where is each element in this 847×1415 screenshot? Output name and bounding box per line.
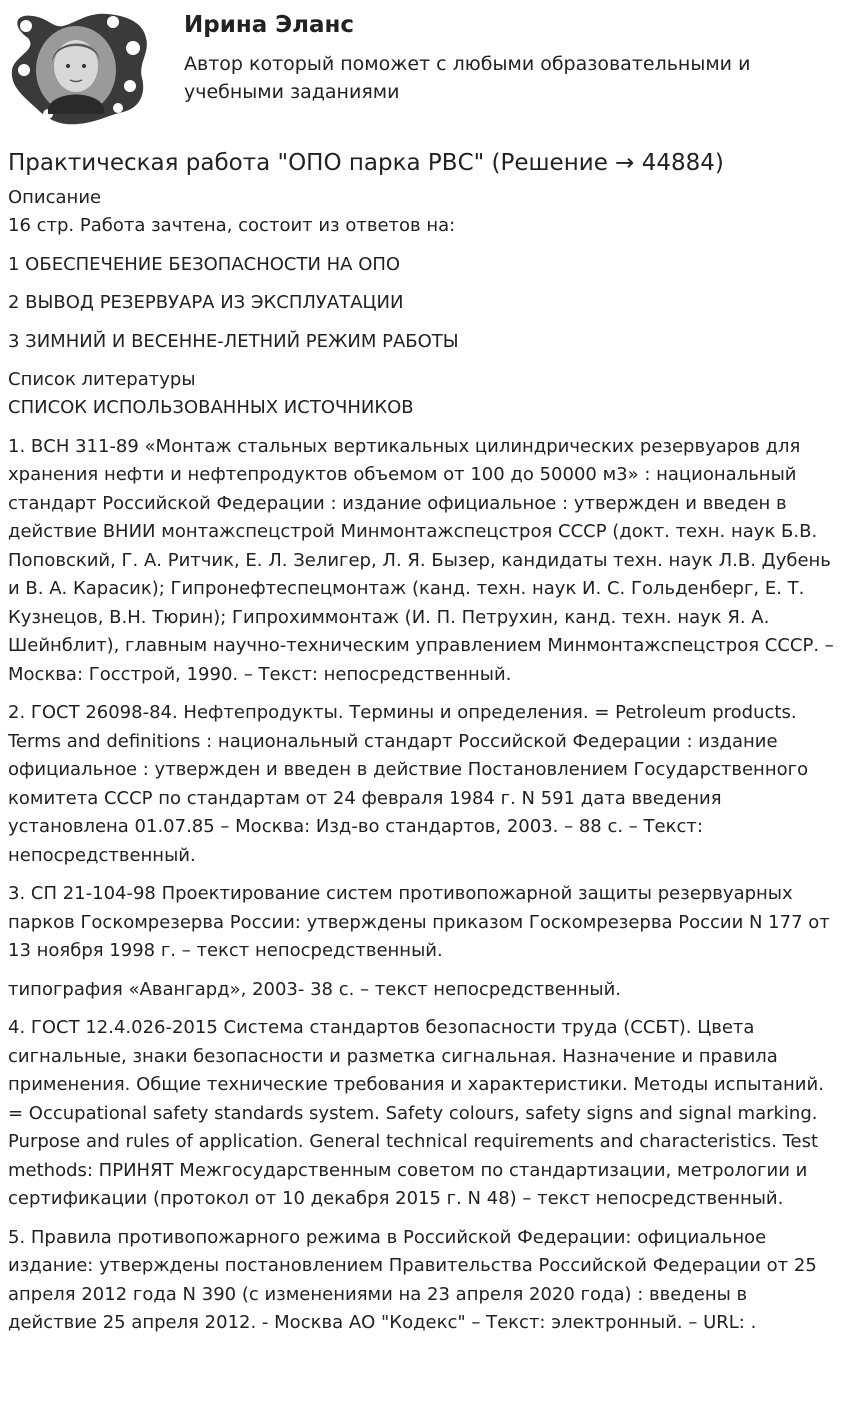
description-text: 16 стр. Работа зачтена, состоит из ответов на:	[8, 215, 456, 236]
literature-label: Список литературы	[8, 369, 196, 390]
work-title: Практическая работа "ОПО парка РВС" (Решение → 44884)	[8, 150, 724, 176]
section-item: 1 ОБЕСПЕЧЕНИЕ БЕЗОПАСНОСТИ НА ОПО	[8, 253, 401, 275]
reference-item: 3. СП 21-104-98 Проектирование систем противопожарной защиты резервуарных парков Госкомрезерва России: утверждены приказом Госкомрезерва России N 177 от 13 ноября 1998 г. – текст непосредственный.	[8, 883, 830, 961]
section-item: 3 ЗИМНИЙ И ВЕСЕННЕ-ЛЕТНИЙ РЕЖИМ РАБОТЫ	[8, 330, 459, 352]
section-item: 2 ВЫВОД РЕЗЕРВУАРА ИЗ ЭКСПЛУАТАЦИИ	[8, 292, 404, 313]
author-name: Ирина Эланс	[184, 12, 355, 38]
work-content	[8, 146, 840, 1338]
reference-item: 2. ГОСТ 26098-84. Нефтепродукты. Термины и определения. = Petroleum products. Terms and definitions : национальный стандарт Российской Федерации : издание официальное : утвержден и введен в действие Постановлением Государственного комитета СССР по стандартам от 24 февраля 1984 г. N 591 дата введения установлена 01.07.85 – Москва: Изд-во стандартов, 2003. – 88 с. – Текст: непосредственный.	[8, 702, 809, 866]
reference-item: 1. ВСН 311-89 «Монтаж стальных вертикальных цилиндрических резервуаров для хранения нефти и нефтепродуктов объемом от 100 до 50000 м3» : национальный стандарт Российской Федерации : издание официальное : утвержден и введен в действие ВНИИ монтажспецстрой Минмонтажспецстроя СССР (докт. техн. наук Б.В. Поповский, Г. А. Ритчик, Е. Л. Зелигер, Л. Я. Бызер, кандидаты техн. наук Л.В. Дубень и В. А. Карасик); Гипронефтеспецмонтаж (канд. техн. наук И. С. Гольденберг, Е. Т. Кузнецов, В.Н. Тюрин); Гипрохиммонтаж (И. П. Петрухин, канд. техн. наук Я. А. Шейнблит), главным научно-техническим управлением Минмонтажспецстроя СССР. – Москва: Госстрой, 1990. – Текст: непосредственный.	[8, 435, 834, 685]
reference-item: типография «Авангард», 2003- 38 с. – текст непосредственный.	[8, 978, 622, 1000]
reference-item: 4. ГОСТ 12.4.026-2015 Система стандартов безопасности труда (ССБТ). Цвета сигнальные, знаки безопасности и разметка сигнальная. Назначение и правила применения. Общие технические требования и характеристики. Методы испытаний. = Occupational safety standards system. Safety colours, safety signs and signal marking. Purpose and rules of application. General technical requirements and characteristics. Test methods: ПРИНЯТ Межгосударственным советом по стандартизации, метрологии и сертификации (протокол от 10 декабря 2015 г. N 48) – текст непосредственный.	[8, 1017, 824, 1209]
literature-heading: СПИСОК ИСПОЛЬЗОВАННЫХ ИСТОЧНИКОВ	[8, 397, 414, 418]
description-label: Описание	[8, 187, 102, 208]
reference-item: 5. Правила противопожарного режима в Российской Федерации: официальное издание: утверждены постановлением Правительства Российской Федерации от 25 апреля 2012 года N 390 (с изменениями на 23 апреля 2020 года) : введены в действие 25 апреля 2012. - Москва АО "Кодекс" – Текст: электронный. – URL: .	[8, 1226, 817, 1333]
author-avatar	[8, 8, 150, 126]
author-description: Автор который поможет с любыми образовательными и учебными заданиями	[184, 53, 751, 103]
